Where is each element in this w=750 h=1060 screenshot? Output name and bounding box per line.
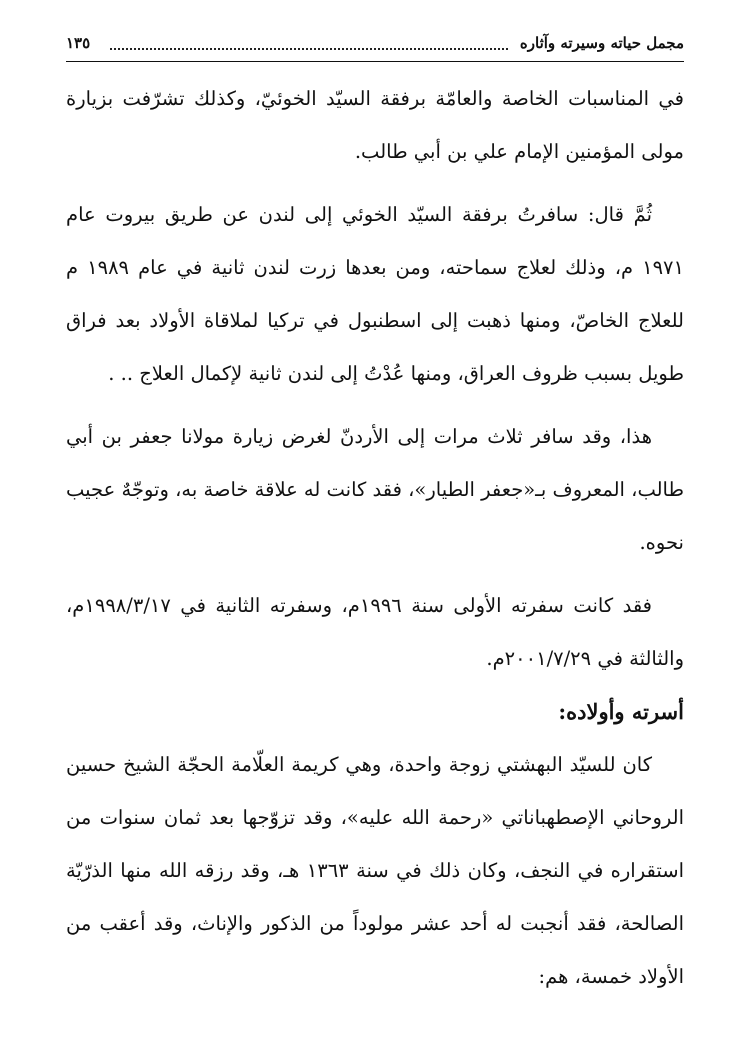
page-body — [66, 72, 684, 1003]
paragraph-2: ثُمَّ قال: سافرتُ برفقة السيّد الخوئي إلى لندن عن طريق بيروت عام ١٩٧١ م، وذلك لعلاج سماحته، ومن بعدها زرت لندن ثانية في عام ١٩٨٩ م للعلاج الخاصّ، ومنها ذهبت إلى اسطنبول في تركيا لملاقاة الأولاد بعد فراق طويل بسبب ظروف العراق، ومنها عُدْتُ إلى لندن ثانية لإكمال العلاج .. . — [66, 203, 685, 385]
running-title: مجمل حياته وسيرته وآثاره — [519, 34, 684, 52]
section-heading: أسرته وأولاده: — [558, 699, 684, 724]
paragraph-3: هذا، وقد سافر ثلاث مرات إلى الأردنّ لغرض زيارة مولانا جعفر بن أبي طالب، المعروف بـ«جعفر الطيار»، فقد كانت له علاقة خاصة به، وتوجّهٌ عجيب نحوه. — [66, 425, 684, 554]
paragraph-5: كان للسيّد البهشتي زوجة واحدة، وهي كريمة العلّامة الحجّة الشيخ حسين الروحاني الإصطهباناتي «رحمة الله عليه»، وقد تزوّجها بعد ثمان سنوات من استقراره في النجف، وكان ذلك في سنة ١٣٦٣ هـ، وقد رزقه الله منها الذرّيّة الصالحة، فقد أنجبت له أحد عشر مولوداً من الذكور والإناث، وقد أعقب من الأولاد خمسة، هم: — [66, 753, 684, 988]
paragraph-4: فقد كانت سفرته الأولى سنة ١٩٩٦م، وسفرته الثانية في ١٩٩٨/٣/١٧م، والثالثة في ٢٠٠١/٧/٢٩م. — [66, 594, 684, 670]
header-rule — [66, 61, 684, 62]
paragraph-1: في المناسبات الخاصة والعامّة برفقة السيّد الخوئيّ، وكذلك تشرّفت بزيارة مولى المؤمنين الإمام علي بن أبي طالب. — [66, 87, 684, 163]
page-header — [66, 30, 684, 62]
page-number: ١٣٥ — [66, 34, 91, 52]
dotted-leader — [110, 48, 508, 50]
